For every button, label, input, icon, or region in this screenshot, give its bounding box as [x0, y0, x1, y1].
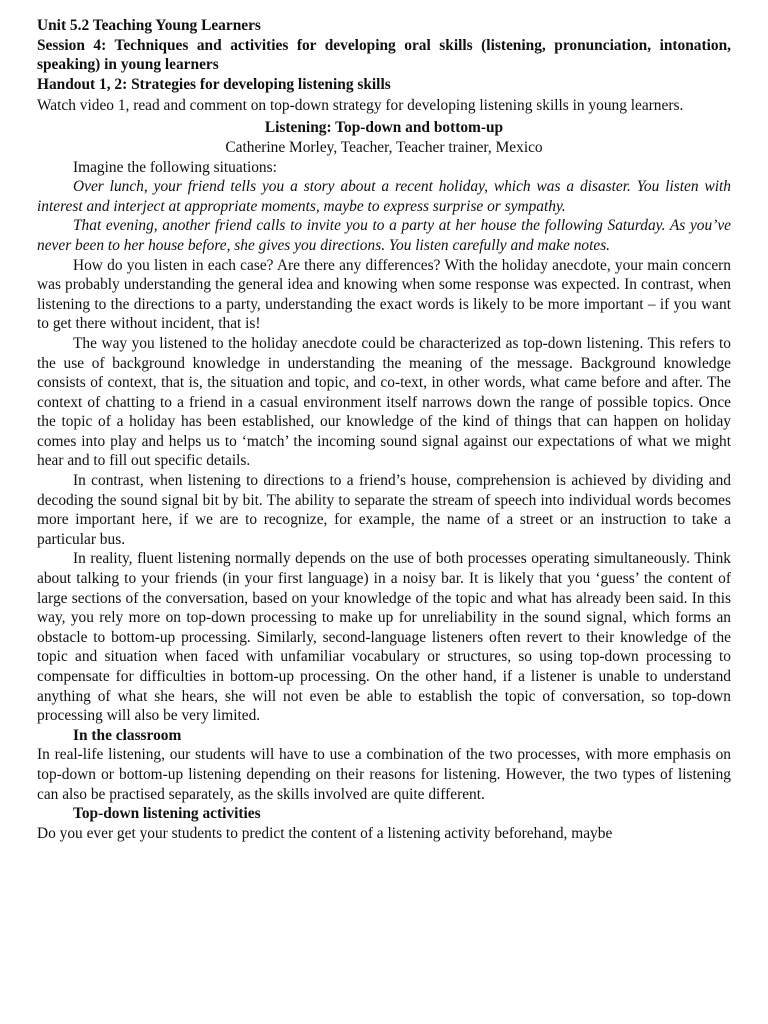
handout-title: Handout 1, 2: Strategies for developing listening skills — [37, 75, 391, 93]
article-title: Listening: Top-down and bottom-up — [264, 119, 504, 137]
classroom-heading: In the classroom — [73, 726, 182, 744]
classroom-text: In real-life listening, our students will have to use a combination of the two processes, with more emphasis on top-down or bottom-up listening depending on their reasons for listening. However, the two types of listening can also be practised separately, as the skills involved are quite different. — [37, 746, 731, 803]
paragraph-1: How do you listen in each case? Are there any differences? With the holiday anecdote, your main concern was probably understanding the general idea and knowing when some response was expected. In contrast, when listening to the directions to a party, understanding the exact words is likely to be more important – if you want to get there without incident, that is! — [37, 256, 731, 333]
situation-1: Over lunch, your friend tells you a story about a recent holiday, which was a disaster. You listen with interest and interject at appropriate moments, maybe to express surprise or sympathy. — [37, 178, 731, 215]
instruction-text: Watch video 1, read and comment on top-down strategy for developing listening skills in young learners. — [37, 97, 684, 115]
activities-heading: Top-down listening activities — [73, 805, 261, 823]
intro-text: Imagine the following situations: — [73, 158, 277, 176]
situation-2: That evening, another friend calls to invite you to a party at her house the following Saturday. As you’ve never been to her house before, she gives you directions. You listen carefully and make notes. — [37, 217, 731, 254]
activities-text: Do you ever get your students to predict the content of a listening activity beforehand, maybe — [37, 824, 613, 842]
unit-title: Unit 5.2 Teaching Young Learners — [37, 17, 261, 34]
paragraph-3: In contrast, when listening to directions to a friend’s house, comprehension is achieved by dividing and decoding the sound signal bit by bit. The ability to separate the stream of speech into individual words becomes more important here, if we are to recognize, for example, the name of a street or an instruction to take a particular bus. — [37, 472, 731, 548]
paragraph-2: The way you listened to the holiday anecdote could be characterized as top-down listening. This refers to the use of background knowledge in understanding the meaning of the message. Background knowledge consists of context, that is, the situation and topic, and co-text, in other words, what came before and after. The context of chatting to a friend in a casual environment itself narrows down the range of possible topics. Once the topic of a holiday has been established, our knowledge of the kind of things that can happen on holiday comes into play and helps us to ‘match’ the incoming sound signal against our expectations of what we might hear and to fill out specific details. — [37, 334, 731, 470]
paragraph-4: In reality, fluent listening normally depends on the use of both processes operating simultaneously. Think about talking to your friends (in your first language) in a noisy bar. It is likely that you ‘guess’ the content of large sections of the conversation, based on your knowledge of the topic and what has already been said. In this way, you rely more on top-down processing to make up for unreliability in the sound signal, which forms an obstacle to bottom-up processing. Similarly, second-language listeners often revert to their knowledge of the topic and situation when faced with unfamiliar vocabulary or structures, so using top-down processing to compensate for difficulties in bottom-up processing. On the other hand, if a listener is unable to understand anything of what she hears, she will not even be able to establish the topic of conversation, so top-down processing will also be very limited. — [37, 550, 731, 725]
session-title: Session 4: Techniques and activities for developing oral skills (listening, pronunciation, intonation, speaking) in young learners — [37, 36, 731, 74]
article-author: Catherine Morley, Teacher, Teacher trainer, Mexico — [225, 138, 543, 156]
